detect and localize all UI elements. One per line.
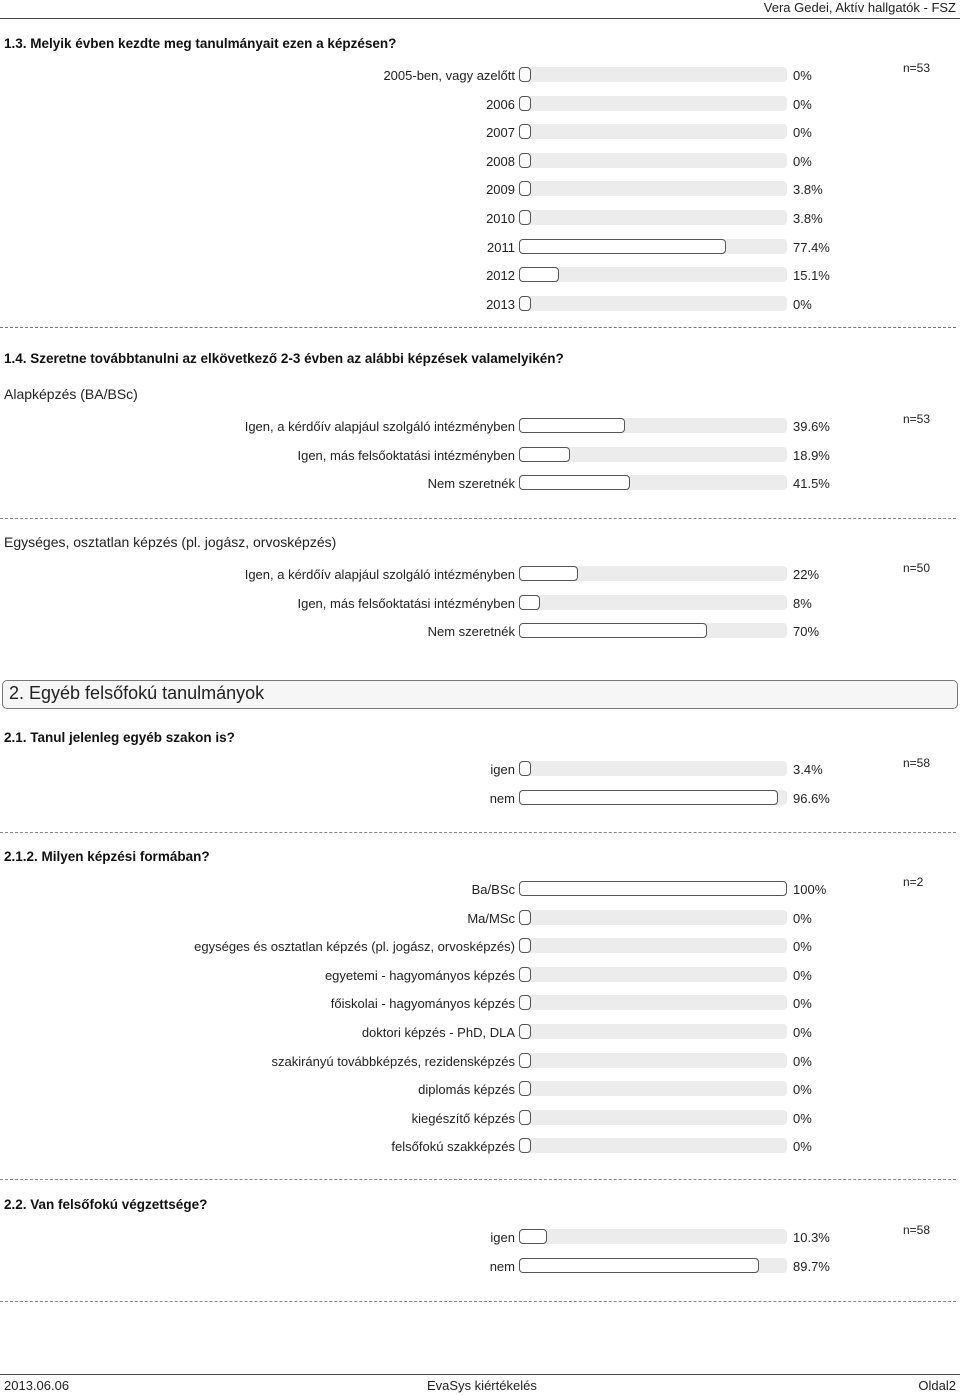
percentage-bar-track	[519, 1138, 787, 1153]
percentage-bar-track	[519, 267, 787, 282]
answer-row	[0, 937, 960, 957]
answer-label: Igen, más felsőoktatási intézményben	[297, 595, 515, 611]
answer-percentage: 0%	[793, 68, 812, 83]
answer-row	[0, 565, 960, 585]
answer-label: igen	[490, 762, 515, 777]
header-author: Vera Gedei, Aktív hallgatók - FSZ	[763, 0, 956, 15]
answer-percentage: 77.4%	[793, 239, 830, 255]
n-count-1-3: n=53	[903, 61, 931, 75]
percentage-bar-track	[519, 595, 787, 610]
answer-row	[0, 909, 960, 929]
percentage-bar-fill	[519, 790, 778, 805]
answer-label: Ma/MSc	[467, 910, 515, 926]
answer-row	[0, 209, 960, 229]
answer-percentage: 0%	[793, 939, 812, 955]
answer-row	[0, 417, 960, 437]
percentage-bar-fill	[519, 1081, 531, 1096]
percentage-bar-track	[519, 761, 787, 776]
percentage-bar-track	[519, 1053, 787, 1068]
percentage-bar-fill	[519, 475, 630, 490]
answer-label: 2012	[486, 268, 515, 284]
answer-percentage: 0%	[793, 296, 812, 312]
question-title-2-1: 2.1. Tanul jelenleg egyéb szakon is?	[4, 730, 235, 745]
percentage-bar-fill	[519, 239, 726, 254]
footer-center-text: EvaSys kiértékelés	[427, 1378, 537, 1393]
answer-percentage: 0%	[793, 1053, 812, 1069]
divider	[0, 518, 956, 519]
answer-row	[0, 760, 960, 780]
percentage-bar-track	[519, 967, 787, 982]
answer-label: 2008	[486, 153, 515, 169]
subgroup-title-egyseges: Egységes, osztatlan képzés (pl. jogász, orvosképzés)	[4, 534, 337, 550]
answer-label: Nem szeretnék	[427, 624, 515, 640]
answer-row	[0, 266, 960, 286]
answer-row	[0, 474, 960, 494]
answer-row	[0, 1228, 960, 1248]
percentage-bar-track	[519, 239, 787, 254]
answer-percentage: 96.6%	[793, 790, 830, 806]
answer-percentage: 0%	[793, 967, 812, 983]
answer-row	[0, 594, 960, 614]
percentage-bar-track	[519, 1081, 787, 1096]
section-header-2	[2, 680, 958, 709]
answer-row	[0, 95, 960, 115]
percentage-bar-fill	[519, 296, 531, 311]
answer-percentage: 0%	[793, 1025, 812, 1040]
subgroup-title-alapkepzes: Alapképzés (BA/BSc)	[4, 386, 138, 402]
answer-label: 2006	[486, 96, 515, 112]
percentage-bar-fill	[519, 447, 570, 462]
percentage-bar-fill	[519, 910, 531, 925]
answer-label: nem	[489, 790, 515, 806]
answer-percentage: 100%	[793, 882, 827, 897]
answer-label: Igen, más felsőoktatási intézményben	[297, 447, 515, 463]
answer-label: főiskolai - hagyományos képzés	[330, 996, 515, 1012]
answer-label: 2005-ben, vagy azelőtt	[383, 68, 515, 83]
answer-percentage: 3.8%	[793, 182, 823, 198]
answer-percentage: 8%	[793, 595, 812, 611]
percentage-bar-fill	[519, 1138, 531, 1153]
percentage-bar-fill	[519, 995, 531, 1010]
percentage-bar-track	[519, 447, 787, 462]
answer-label: 2007	[486, 125, 515, 141]
answer-label: igen	[490, 1230, 515, 1245]
percentage-bar-fill	[519, 267, 559, 282]
answer-row	[0, 1109, 960, 1129]
section-title: 2. Egyéb felsőfokú tanulmányok	[9, 683, 265, 703]
percentage-bar-fill	[519, 96, 531, 111]
answer-row	[0, 66, 960, 86]
percentage-bar-track	[519, 1110, 787, 1125]
answer-label: doktori képzés - PhD, DLA	[361, 1025, 515, 1040]
answer-percentage: 0%	[793, 996, 812, 1012]
percentage-bar-track	[519, 418, 787, 433]
divider	[0, 832, 956, 833]
answer-row	[0, 994, 960, 1014]
n-count-2-1-2: n=2	[903, 875, 924, 889]
percentage-bar-track	[519, 296, 787, 311]
answer-percentage: 0%	[793, 1110, 812, 1126]
percentage-bar-track	[519, 623, 787, 638]
answer-percentage: 0%	[793, 125, 812, 141]
answer-row	[0, 1052, 960, 1072]
percentage-bar-track	[519, 210, 787, 225]
answer-label: kiegészítő képzés	[411, 1110, 515, 1126]
answer-row	[0, 1080, 960, 1100]
answer-row	[0, 123, 960, 143]
percentage-bar-fill	[519, 181, 531, 196]
answer-percentage: 0%	[793, 96, 812, 112]
answer-percentage: 3.8%	[793, 211, 823, 226]
percentage-bar-track	[519, 1258, 787, 1273]
footer-date: 2013.06.06	[4, 1378, 70, 1393]
percentage-bar-track	[519, 1229, 787, 1244]
answer-percentage: 0%	[793, 910, 812, 926]
answer-percentage: 0%	[793, 153, 812, 169]
answer-label: 2013	[486, 296, 515, 312]
percentage-bar-track	[519, 475, 787, 490]
answer-label: nem	[489, 1258, 515, 1274]
answer-label: Igen, a kérdőív alapjául szolgáló intézményben	[244, 419, 515, 434]
percentage-bar-fill	[519, 153, 531, 168]
divider	[0, 327, 956, 328]
answer-row	[0, 295, 960, 315]
question-title-1-4: 1.4. Szeretne továbbtanulni az elkövetkező 2-3 évben az alábbi képzések valamelyikén?	[4, 351, 564, 366]
percentage-bar-fill	[519, 1110, 531, 1125]
header-rule	[0, 18, 960, 19]
question-title-2-2: 2.2. Van felsőfokú végzettsége?	[4, 1197, 208, 1212]
answer-percentage: 41.5%	[793, 476, 830, 492]
answer-percentage: 0%	[793, 1082, 812, 1098]
n-count-egyseges: n=50	[903, 561, 931, 575]
answer-percentage: 3.4%	[793, 762, 823, 777]
percentage-bar-fill	[519, 566, 578, 581]
percentage-bar-fill	[519, 418, 625, 433]
answer-percentage: 39.6%	[793, 419, 830, 434]
n-count-alapkepzes: n=53	[903, 412, 931, 426]
percentage-bar-track	[519, 124, 787, 139]
percentage-bar-fill	[519, 210, 531, 225]
n-count-2-2: n=58	[903, 1223, 931, 1237]
answer-row	[0, 622, 960, 642]
answer-percentage: 22%	[793, 567, 820, 582]
n-count-2-1: n=58	[903, 756, 931, 770]
footer-page-number: Oldal2	[918, 1378, 956, 1393]
divider	[0, 1179, 956, 1180]
answer-label: Ba/BSc	[471, 882, 515, 897]
answer-row	[0, 152, 960, 172]
answer-percentage: 18.9%	[793, 447, 830, 463]
answer-row	[0, 966, 960, 986]
answer-label: egységes és osztatlan képzés (pl. jogász, orvosképzés)	[194, 939, 515, 955]
answer-label: diplomás képzés	[418, 1082, 515, 1098]
answer-label: Nem szeretnék	[427, 476, 515, 492]
percentage-bar-fill	[519, 1053, 531, 1068]
percentage-bar-track	[519, 995, 787, 1010]
answer-percentage: 0%	[793, 1139, 812, 1155]
percentage-bar-fill	[519, 881, 787, 896]
answer-label: 2011	[487, 239, 515, 255]
answer-row	[0, 180, 960, 200]
answer-row	[0, 238, 960, 258]
percentage-bar-track	[519, 67, 787, 82]
answer-label: 2009	[486, 182, 515, 198]
answer-label: egyetemi - hagyományos képzés	[324, 967, 515, 983]
answer-label: 2010	[486, 211, 515, 226]
percentage-bar-fill	[519, 1024, 531, 1039]
percentage-bar-track	[519, 790, 787, 805]
percentage-bar-track	[519, 938, 787, 953]
answer-label: szakirányú továbbképzés, rezidensképzés	[271, 1053, 515, 1069]
question-title-2-1-2: 2.1.2. Milyen képzési formában?	[4, 849, 210, 864]
percentage-bar-track	[519, 153, 787, 168]
percentage-bar-fill	[519, 967, 531, 982]
percentage-bar-fill	[519, 761, 531, 776]
answer-row	[0, 789, 960, 809]
answer-label: Igen, a kérdőív alapjául szolgáló intézményben	[244, 567, 515, 582]
percentage-bar-track	[519, 910, 787, 925]
question-title-1-3: 1.3. Melyik évben kezdte meg tanulmányait ezen a képzésen?	[4, 36, 397, 51]
percentage-bar-track	[519, 1024, 787, 1039]
answer-row	[0, 1137, 960, 1157]
answer-row	[0, 1257, 960, 1277]
answer-row	[0, 1023, 960, 1043]
answer-label: felsőfokú szakképzés	[391, 1139, 515, 1155]
answer-percentage: 70%	[793, 624, 820, 640]
divider	[0, 1301, 956, 1302]
percentage-bar-fill	[519, 938, 531, 953]
percentage-bar-track	[519, 181, 787, 196]
answer-row	[0, 446, 960, 466]
percentage-bar-fill	[519, 67, 531, 82]
percentage-bar-fill	[519, 623, 707, 638]
percentage-bar-fill	[519, 124, 531, 139]
footer-rule	[0, 1374, 960, 1375]
percentage-bar-fill	[519, 1258, 759, 1273]
percentage-bar-track	[519, 96, 787, 111]
percentage-bar-fill	[519, 595, 540, 610]
answer-percentage: 10.3%	[793, 1230, 830, 1245]
answer-row	[0, 880, 960, 900]
percentage-bar-track	[519, 881, 787, 896]
answer-percentage: 89.7%	[793, 1258, 830, 1274]
percentage-bar-track	[519, 566, 787, 581]
percentage-bar-fill	[519, 1229, 547, 1244]
answer-percentage: 15.1%	[793, 268, 830, 284]
